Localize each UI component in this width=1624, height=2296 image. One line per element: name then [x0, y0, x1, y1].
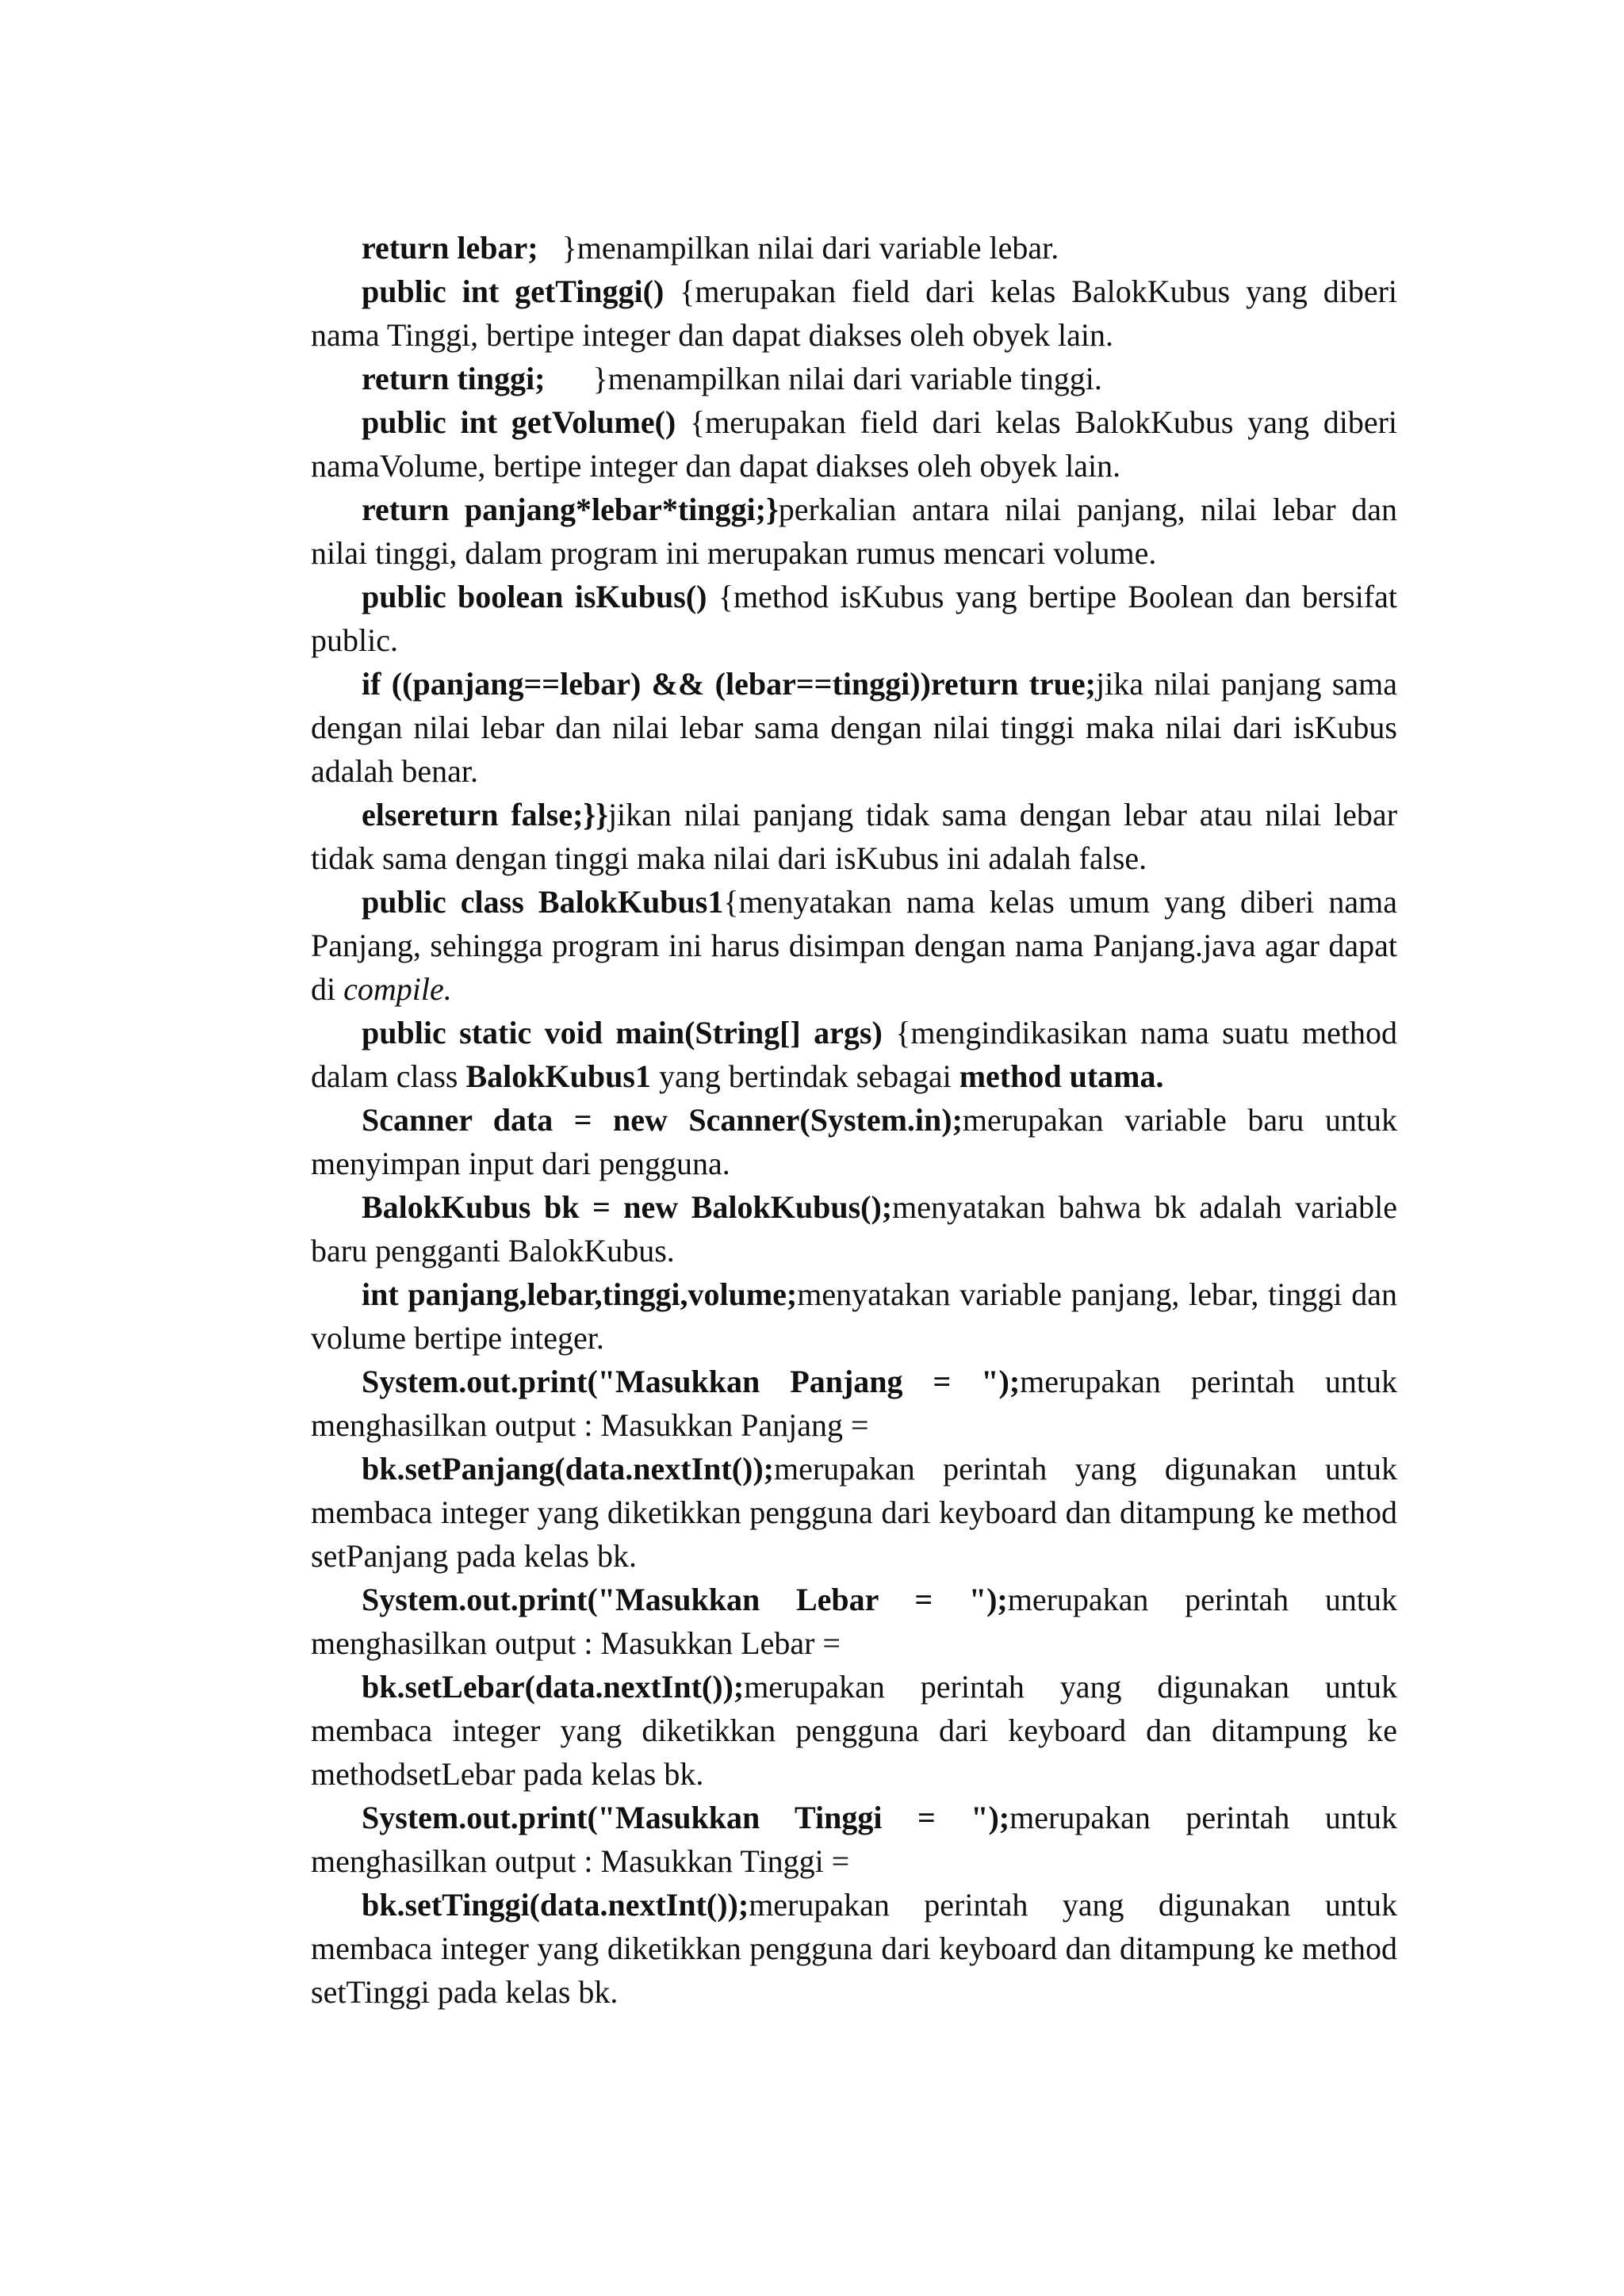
code-snippet: public int getVolume(): [362, 404, 676, 440]
code-snippet: System.out.print("Masukkan Panjang = ");: [362, 1364, 1021, 1399]
code-snippet: bk.setTinggi(data.nextInt());: [362, 1887, 749, 1923]
explanation-text: perkalian antara nilai panjang, nilai lebar dan nilai tinggi, dalam program ini merupakan rumus mencari volume.: [311, 492, 1397, 571]
explanation-text: jikan nilai panjang tidak sama dengan lebar atau nilai lebar tidak sama dengan tinggi maka nilai dari isKubus ini adalah false.: [311, 797, 1398, 876]
code-snippet: public boolean isKubus(): [362, 579, 707, 614]
paragraph: [311, 1185, 1397, 1272]
explanation-text: merupakan perintah yang digunakan untuk membaca integer yang diketikkan pengguna dari keyboard dan ditampung ke method setTinggi pada kelas bk.: [311, 1887, 1397, 2010]
paragraph: [311, 1665, 1397, 1796]
paragraph: [311, 793, 1397, 880]
paragraph: [311, 1098, 1397, 1185]
code-snippet: public static void main(String[] args): [362, 1015, 883, 1050]
code-snippet: int panjang,lebar,tinggi,volume;: [362, 1276, 798, 1312]
strong-text: BalokKubus1: [465, 1058, 651, 1094]
paragraph: [311, 1796, 1397, 1883]
explanation-text: }menampilkan nilai dari variable tinggi.: [592, 361, 1102, 396]
paragraph: [311, 662, 1397, 793]
strong-text: method utama.: [959, 1058, 1164, 1094]
explanation-text: jika nilai panjang sama dengan nilai lebar dan nilai lebar sama dengan nilai tinggi maka nilai dari isKubus adalah benar.: [311, 666, 1398, 789]
explanation-text: {menyatakan nama kelas umum yang diberi nama Panjang, sehingga program ini harus disimpan dengan nama Panjang.java agar dapat di: [311, 884, 1397, 1007]
explanation-text: {method isKubus yang bertipe Boolean dan bersifat public.: [311, 579, 1397, 658]
paragraph: [311, 575, 1397, 662]
paragraph: [311, 1883, 1397, 2014]
paragraph: [311, 400, 1397, 488]
explanation-text: merupakan perintah untuk menghasilkan output : Masukkan Panjang =: [311, 1364, 1398, 1443]
paragraph: [311, 270, 1397, 357]
code-snippet: System.out.print("Masukkan Lebar = ");: [362, 1582, 1008, 1617]
code-snippet: return tinggi;: [362, 361, 546, 396]
code-snippet: Scanner data = new Scanner(System.in);: [362, 1102, 963, 1138]
code-snippet: return panjang*lebar*tinggi;}: [362, 492, 779, 527]
code-snippet: if ((panjang==lebar) && (lebar==tinggi))return true;: [362, 666, 1096, 702]
paragraph: [311, 1011, 1397, 1098]
paragraph: [311, 357, 1397, 400]
explanation-text: menyatakan variable panjang, lebar, tinggi dan volume bertipe integer.: [311, 1276, 1397, 1356]
code-snippet: public int getTinggi(): [362, 274, 665, 309]
explanation-text: merupakan perintah untuk menghasilkan output : Masukkan Tinggi =: [311, 1800, 1397, 1879]
explanation-text: merupakan perintah yang digunakan untuk membaca integer yang diketikkan pengguna dari keyboard dan ditampung ke method setPanjang pada kelas bk.: [311, 1451, 1397, 1574]
paragraph: [311, 1272, 1397, 1360]
document-body: [311, 226, 1397, 2014]
explanation-text: menyatakan bahwa bk adalah variable baru pengganti BalokKubus.: [311, 1189, 1397, 1269]
paragraph: [311, 1360, 1397, 1447]
code-snippet: System.out.print("Masukkan Tinggi = ");: [362, 1800, 1010, 1835]
paragraph: [311, 226, 1397, 270]
explanation-text: yang bertindak sebagai: [658, 1058, 952, 1094]
explanation-text: {merupakan field dari kelas BalokKubus yang diberi nama Tinggi, bertipe integer dan dapat diakses oleh obyek lain.: [311, 274, 1398, 353]
code-snippet: elsereturn false;}}: [362, 797, 608, 832]
explanation-text: merupakan perintah yang digunakan untuk membaca integer yang diketikkan pengguna dari keyboard dan ditampung ke methodsetLebar pada kelas bk.: [311, 1669, 1397, 1792]
emphasis-text: compile.: [343, 971, 452, 1007]
explanation-text: merupakan perintah untuk menghasilkan output : Masukkan Lebar =: [311, 1582, 1397, 1661]
paragraph: [311, 880, 1397, 1011]
code-snippet: bk.setPanjang(data.nextInt());: [362, 1451, 774, 1487]
explanation-text: merupakan variable baru untuk menyimpan input dari pengguna.: [311, 1102, 1397, 1181]
explanation-text: {mengindikasikan nama suatu method dalam class: [311, 1015, 1397, 1094]
explanation-text: {merupakan field dari kelas BalokKubus yang diberi namaVolume, bertipe integer dan dapat diakses oleh obyek lain.: [311, 404, 1397, 484]
code-snippet: BalokKubus bk = new BalokKubus();: [362, 1189, 893, 1225]
paragraph: [311, 488, 1397, 575]
code-snippet: bk.setLebar(data.nextInt());: [362, 1669, 745, 1705]
code-snippet: public class BalokKubus1: [362, 884, 724, 920]
code-snippet: return lebar;: [362, 230, 538, 266]
explanation-text: }menampilkan nilai dari variable lebar.: [561, 230, 1059, 266]
paragraph: [311, 1447, 1397, 1578]
paragraph: [311, 1578, 1397, 1665]
